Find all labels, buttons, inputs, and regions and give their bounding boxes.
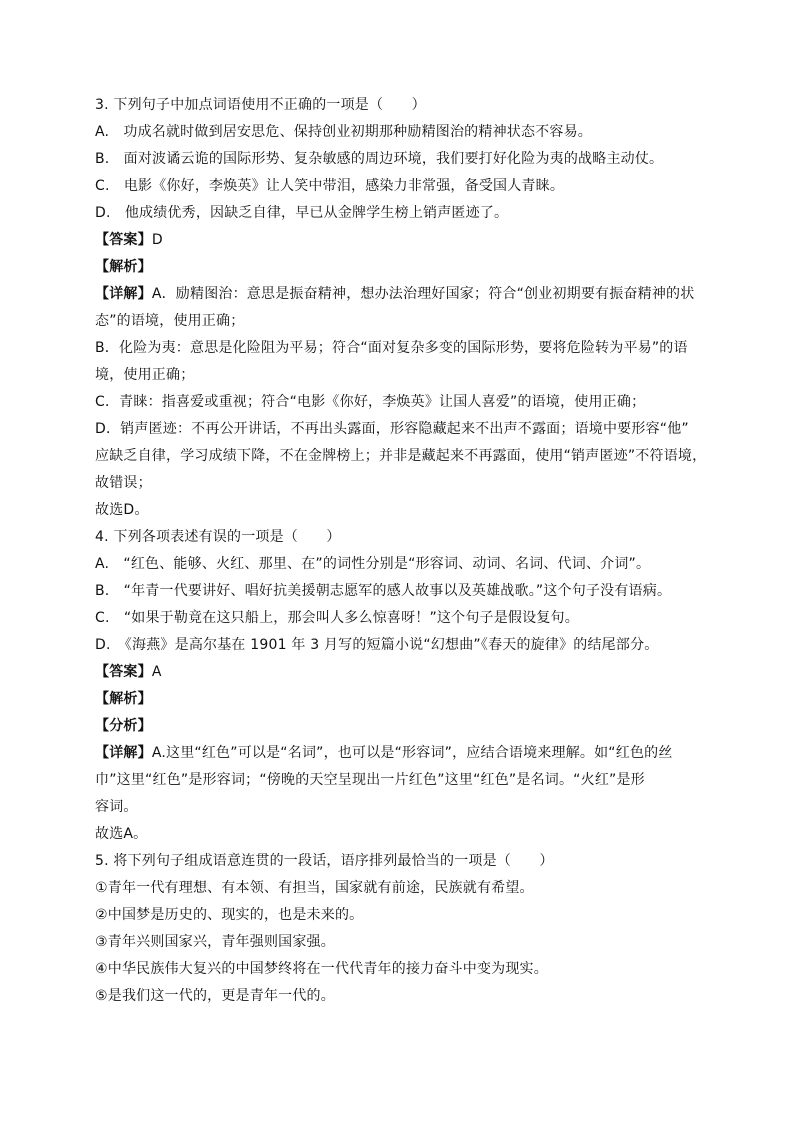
question-4-detail-line-2: 巾”这里“红色”是形容词；“傍晚的天空呈现出一片红色”这里“红色”是名词。“火红”是形 (95, 772, 645, 788)
question-5-item-3: ③青年兴则国家兴，青年强则国家强。 (95, 934, 335, 950)
question-4-answer (95, 659, 705, 686)
question-4-detail-line-3: 容词。 (95, 799, 138, 815)
detail-label: 【详解】 (95, 286, 152, 302)
detail-label: 【详解】 (95, 745, 152, 761)
answer-label: 【答案】 (95, 664, 152, 680)
question-4-option-c: C. “如果于勒竟在这只船上，那会叫人多么惊喜呀！”这个句子是假设复句。 (95, 610, 579, 626)
question-3-answer (95, 227, 705, 254)
question-5-item-5: ⑤是我们这一代的，更是青年一代的。 (95, 988, 335, 1004)
question-3-stem: 3. 下列句子中加点词语使用不正确的一项是（ ） (95, 97, 426, 113)
question-3-detail-line-4: 境，使用正确； (95, 367, 195, 383)
question-5-stem: 5. 将下列句子组成语意连贯的一段话，语序排列最恰当的一项是（ ） (95, 853, 554, 869)
question-4-analysis-label: 【解析】 (95, 691, 152, 707)
question-4-choose: 故选A。 (95, 826, 148, 842)
detail-text: A.这里“红色”可以是“名词”，也可以是“形容词”，应结合语境来理解。如“红色的丝 (151, 745, 673, 761)
document-content (95, 92, 705, 1010)
question-4-option-b: B. “年青一代要讲好、唱好抗美援朝志愿军的感人故事以及英雄战歌。”这个句子没有语病。 (95, 583, 672, 599)
question-3-option-d: D. 他成绩优秀，因缺乏自律，早已从金牌学生榜上销声匿迹了。 (95, 205, 509, 221)
question-3-analysis-label: 【解析】 (95, 259, 152, 275)
question-4-fenxi-label: 【分析】 (95, 718, 152, 734)
detail-text: A．励精图治：意思是振奋精神，想办法治理好国家；符合“创业初期要有振奋精神的状 (151, 286, 695, 302)
question-3-option-b: B. 面对波谲云诡的国际形势、复杂敏感的周边环境，我们要打好化险为夷的战略主动仗。 (95, 151, 664, 167)
answer-value: A (151, 664, 162, 680)
question-5-item-2: ②中国梦是历史的、现实的，也是未来的。 (95, 907, 364, 923)
question-3-detail-line-6: D．销声匿迹：不再公开讲话，不再出头露面，形容隐藏起来不出声不露面；语境中要形容“他” (95, 421, 689, 437)
question-4-option-d: D. 《海燕》是高尔基在 1901 年 3 月写的短篇小说“幻想曲”《春天的旋律》的结尾部分。 (95, 637, 659, 653)
question-4-option-a: A. “红色、能够、火红、那里、在”的词性分别是“形容词、动词、名词、代词、介词”。 (95, 556, 651, 572)
question-5-item-1: ①青年一代有理想、有本领、有担当，国家就有前途，民族就有希望。 (95, 880, 534, 896)
answer-value: D (151, 232, 163, 248)
question-3-choose: 故选D。 (95, 502, 149, 518)
question-3-detail-line-3: B．化险为夷：意思是化险阻为平易；符合“面对复杂多变的国际形势，要将危险转为平易”的语 (95, 340, 688, 356)
question-3-detail-line-7: 应缺乏自律，学习成绩下降，不在金牌榜上；并非是藏起来不再露面，使用“销声匿迹”不符语境， (95, 448, 707, 464)
answer-label: 【答案】 (95, 232, 152, 248)
question-4-stem: 4. 下列各项表述有误的一项是（ ） (95, 529, 341, 545)
question-3-detail-line-8: 故错误； (95, 475, 152, 491)
question-3-detail-line-2: 态”的语境，使用正确； (95, 313, 245, 329)
question-3-detail-line-5: C．青睐：指喜爱或重视；符合“电影《你好，李焕英》让国人喜爱”的语境，使用正确； (95, 394, 646, 410)
question-3-detail-line-1 (95, 281, 705, 308)
question-3-option-a: A. 功成名就时做到居安思危、保持创业初期那种励精图治的精神状态不容易。 (95, 124, 592, 140)
question-3-option-c: C. 电影《你好，李焕英》让人笑中带泪，感染力非常强，备受国人青睐。 (95, 178, 565, 194)
question-5-item-4: ④中华民族伟大复兴的中国梦终将在一代代青年的接力奋斗中变为现实。 (95, 961, 548, 977)
question-4-detail-line-1 (95, 740, 705, 767)
